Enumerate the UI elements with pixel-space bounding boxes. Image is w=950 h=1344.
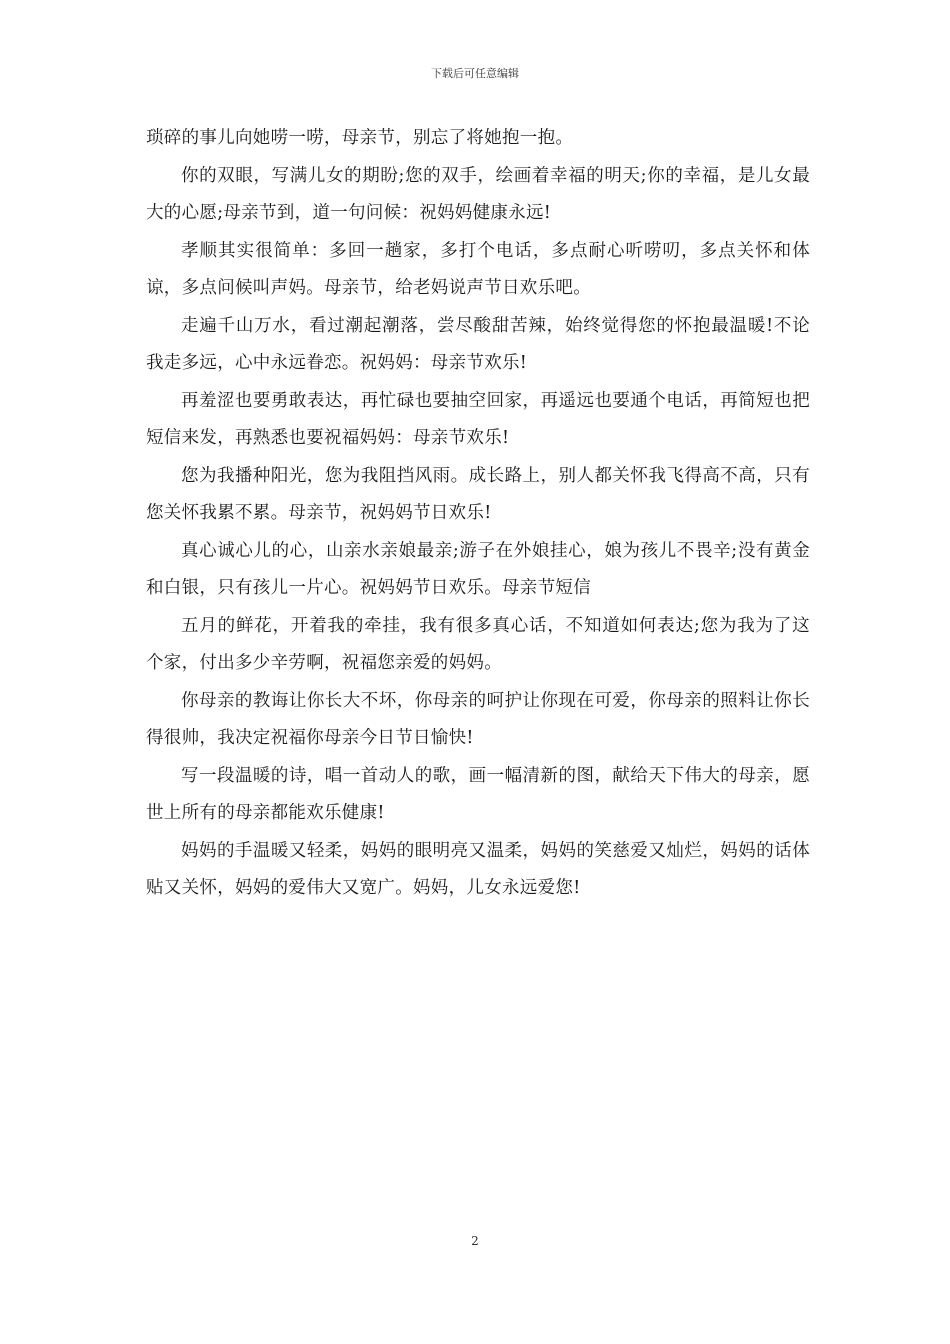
paragraph: 真心诚心儿的心，山亲水亲娘最亲;游子在外娘挂心，娘为孩儿不畏辛;没有黄金和白银，只有孩儿一片心。祝妈妈节日欢乐。母亲节短信 [146, 540, 810, 598]
paragraph: 走遍千山万水，看过潮起潮落，尝尽酸甜苦辣，始终觉得您的怀抱最温暖!不论我走多远，心中永远眷恋。祝妈妈：母亲节欢乐! [146, 315, 810, 373]
paragraph: 您为我播种阳光，您为我阻挡风雨。成长路上，别人都关怀我飞得高不高，只有您关怀我累不累。母亲节，祝妈妈节日欢乐! [146, 465, 810, 523]
paragraph: 写一段温暖的诗，唱一首动人的歌，画一幅清新的图，献给天下伟大的母亲，愿世上所有的母亲都能欢乐健康! [146, 765, 810, 823]
paragraph: 妈妈的手温暖又轻柔，妈妈的眼明亮又温柔，妈妈的笑慈爱又灿烂，妈妈的话体贴又关怀，妈妈的爱伟大又宽广。妈妈，儿女永远爱您! [146, 840, 810, 898]
paragraph: 你的双眼，写满儿女的期盼;您的双手，绘画着幸福的明天;你的幸福，是儿女最大的心愿;母亲节到，道一句问候：祝妈妈健康永远! [146, 165, 810, 223]
paragraph: 你母亲的教诲让你长大不坏，你母亲的呵护让你现在可爱，你母亲的照料让你长得很帅，我决定祝福你母亲今日节日愉快! [146, 690, 810, 748]
page-number: 2 [471, 1234, 479, 1248]
paragraph: 五月的鲜花，开着我的牵挂，我有很多真心话，不知道如何表达;您为我为了这个家，付出多少辛劳啊，祝福您亲爱的妈妈。 [146, 615, 810, 673]
paragraph: 再羞涩也要勇敢表达，再忙碌也要抽空回家，再遥远也要通个电话，再简短也把短信来发，再熟悉也要祝福妈妈：母亲节欢乐! [146, 390, 810, 448]
page-header: 下载后可任意编辑 [431, 67, 519, 80]
paragraph: 孝顺其实很简单：多回一趟家，多打个电话，多点耐心听唠叨，多点关怀和体谅，多点问候叫声妈。母亲节，给老妈说声节日欢乐吧。 [146, 240, 810, 298]
paragraph: 琐碎的事儿向她唠一唠，母亲节，别忘了将她抱一抱。 [146, 128, 574, 148]
document-body [146, 120, 810, 908]
